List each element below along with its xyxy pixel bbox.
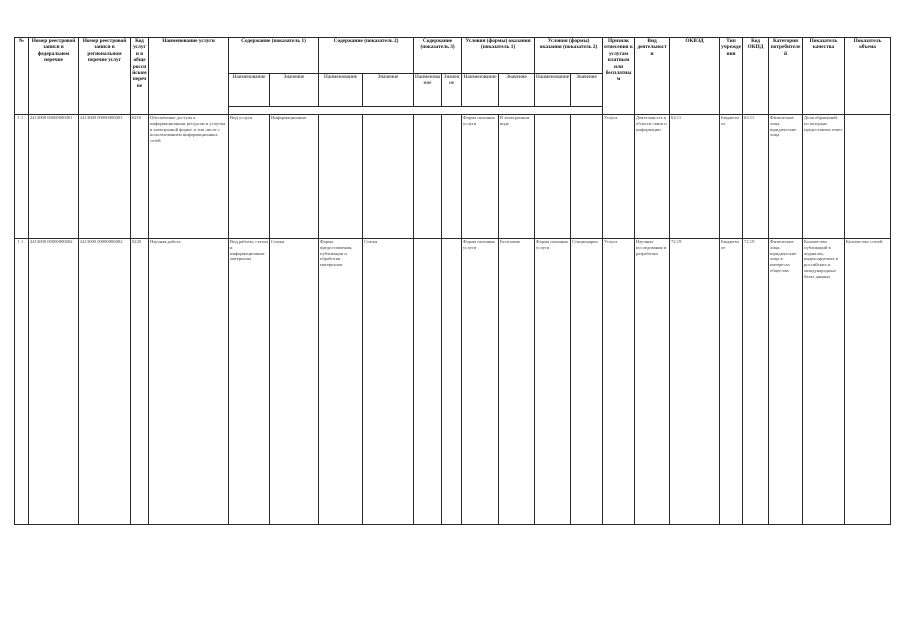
row-reg-federal: 2413000 00000000002 — [29, 239, 79, 525]
col-content2-header: Содержание (показатель 2) — [319, 38, 414, 74]
row-cond2-name — [535, 115, 571, 239]
row-name: Обеспечение доступа к информационным ресурсам и услугам в электронной форме, в том числе с использованием информационных сетей — [149, 115, 229, 239]
row-type-org: Бюджетное — [720, 115, 743, 239]
col-reg-regional-header: Номер реестровой записи в региональном перечне услуг — [79, 38, 131, 115]
row-cond1-name: Форма оказания услуги — [462, 239, 499, 525]
row-okpd: 72.19 — [743, 239, 769, 525]
col-activity-header: Вид деятельности — [635, 38, 670, 115]
col-name-header: Наименование услуги — [149, 38, 229, 115]
col-charge-header: Признак отнесения к услугам платным или бесплатным — [603, 38, 635, 115]
cond2-value-subheader: Значение — [571, 74, 603, 107]
row-c2-value: Статья — [363, 239, 414, 525]
row-num: 1 1 . — [15, 115, 29, 239]
cond1-value-subheader: Значение — [499, 74, 535, 107]
registry-table — [14, 37, 891, 525]
row-charge: Услуга — [603, 115, 635, 239]
col-cond1-header: Условия (формы) оказания (показатель 1) — [462, 38, 535, 74]
col-okpd-header: Код ОКПД — [743, 38, 769, 115]
row-cond2-value — [571, 115, 603, 239]
row-cond1-value: В электронном виде — [499, 115, 535, 239]
cond2-name-subheader: Наименование — [535, 74, 571, 107]
c2-value-subheader: Значение — [363, 74, 414, 107]
row-c1-value: Информационные — [270, 115, 319, 239]
table-row — [15, 115, 891, 239]
c2-name-subheader: Наименование — [319, 74, 363, 107]
row-c1-name: Вид услуги — [229, 115, 270, 239]
row-c3-value — [442, 239, 462, 525]
row-cond1-name: Форма оказания услуги — [462, 115, 499, 239]
col-category-header: Категория потребителей — [769, 38, 803, 115]
row-quality: Доля обращений, по которым предоставлен ответ — [803, 115, 845, 239]
table-row — [15, 239, 891, 525]
row-c1-value: Статья — [270, 239, 319, 525]
c1-name-subheader: Наименование — [229, 74, 270, 107]
row-reg-regional: 2413000 00000000002 — [79, 239, 131, 525]
row-category: Физические лица, юридические лица в интересах общества — [769, 239, 803, 525]
row-category: Физические лица, юридические лица — [769, 115, 803, 239]
row-volume: Количество статей — [845, 239, 891, 525]
row-quality: Количество публикаций в журналах, индексируемых в российских и международных базах данных — [803, 239, 845, 525]
col-content1-header: Содержание (показатель 1) — [229, 38, 319, 74]
c1-value-subheader: Значение — [270, 74, 319, 107]
row-c2-value — [363, 115, 414, 239]
col-reg-federal-header: Номер реестровой записи в федеральном перечне — [29, 38, 79, 115]
row-type-org: Бюджетное — [720, 239, 743, 525]
row-charge: Услуга — [603, 239, 635, 525]
row-c2-name: Форма предоставления, публикации и обработки материалов — [319, 239, 363, 525]
row-reg-regional: 2413000 00000000001 — [79, 115, 131, 239]
row-activity: Научные исследования и разработки — [635, 239, 670, 525]
col-type-org-header: Тип учреждения — [720, 38, 743, 115]
row-c3-name — [414, 239, 442, 525]
row-okved: 63.11 — [670, 115, 720, 239]
row-c2-name — [319, 115, 363, 239]
row-okved: 72.19 — [670, 239, 720, 525]
row-code: 0210 — [131, 115, 149, 239]
row-volume — [845, 115, 891, 239]
row-activity: Деятельность в области связи и информации — [635, 115, 670, 239]
row-cond2-value: Стационарно — [571, 239, 603, 525]
cond1-name-subheader: Наименование — [462, 74, 499, 107]
row-code: 0220 — [131, 239, 149, 525]
row-c1-name: Вид работы, статьи и информационные материалы — [229, 239, 270, 525]
row-num: 1 1 . — [15, 239, 29, 525]
col-content3-header: Содержание (показатель 3) — [414, 38, 462, 74]
col-num-header: № — [15, 38, 29, 115]
col-volume-header: Показатель объема — [845, 38, 891, 115]
c3-name-subheader: Наименование — [414, 74, 442, 107]
col-okved-header: ОКВЭД — [670, 38, 720, 115]
row-okpd: 63.11 — [743, 115, 769, 239]
c3-value-subheader: Значение — [442, 74, 462, 107]
row-reg-federal: 2413000 00000000001 — [29, 115, 79, 239]
row-c3-name — [414, 115, 442, 239]
row-cond2-name: Форма оказания услуги — [535, 239, 571, 525]
row-c3-value — [442, 115, 462, 239]
col-quality-header: Показатель качества — [803, 38, 845, 115]
col-cond2-header: Условия (формы) оказания (показатель 2) — [535, 38, 603, 74]
row-cond1-value: Бесплатно — [499, 239, 535, 525]
subheader-spacer — [229, 107, 603, 115]
col-code-header: Код услуги в общероссийском перечне — [131, 38, 149, 115]
row-name: Научная работа — [149, 239, 229, 525]
